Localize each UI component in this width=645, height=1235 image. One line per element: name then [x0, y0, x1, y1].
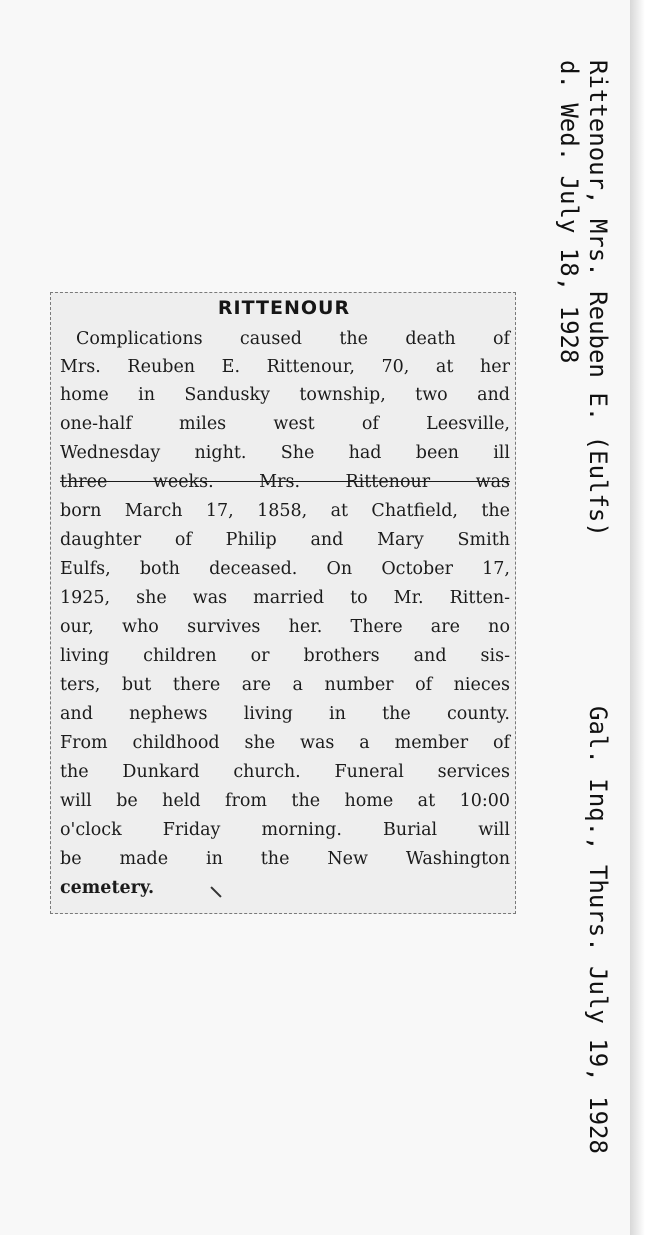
obituary-headline: RITTENOUR	[217, 297, 351, 319]
obituary-line-last: cemetery.	[60, 878, 155, 898]
obituary-line: will be held from the home at 10:00	[60, 791, 510, 811]
card-edge-shadow	[630, 0, 645, 1235]
obituary-line: From childhood she was a member of	[60, 733, 510, 753]
obituary-line: the Dunkard church. Funeral services	[60, 762, 510, 782]
newspaper-clipping	[50, 292, 516, 914]
obituary-line: born March 17, 1858, at Chatfield, the	[60, 501, 510, 521]
obituary-line: home in Sandusky township, two and	[60, 385, 510, 405]
obituary-line: and nephews living in the county.	[60, 704, 510, 724]
obituary-line: ters, but there are a number of nieces	[60, 675, 510, 695]
obituary-line: Mrs. Reuben E. Rittenour, 70, at her	[60, 357, 510, 377]
obituary-line: our, who survives her. There are no	[60, 617, 510, 637]
obituary-line: 1925, she was married to Mr. Ritten-	[60, 588, 510, 608]
catalog-name-line: Rittenour, Mrs. Reuben E. (Eulfs)	[584, 60, 612, 537]
obituary-line: daughter of Philip and Mary Smith	[60, 530, 510, 550]
obituary-line: living children or brothers and sis-	[60, 646, 510, 666]
obituary-line: o'clock Friday morning. Burial will	[60, 820, 510, 840]
obituary-line: Complications caused the death of	[76, 329, 510, 349]
obituary-line: one-half miles west of Leesville,	[60, 414, 510, 434]
obituary-line: Wednesday night. She had been ill	[60, 443, 510, 463]
obituary-line: be made in the New Washington	[60, 849, 510, 869]
obituary-line: Eulfs, both deceased. On October 17,	[60, 559, 510, 579]
catalog-death-line: d. Wed. July 18, 1928	[555, 60, 583, 364]
catalog-source-line: Gal. Inq., Thurs. July 19, 1928	[584, 706, 612, 1154]
obituary-line: three weeks. Mrs. Rittenour was	[60, 472, 510, 492]
